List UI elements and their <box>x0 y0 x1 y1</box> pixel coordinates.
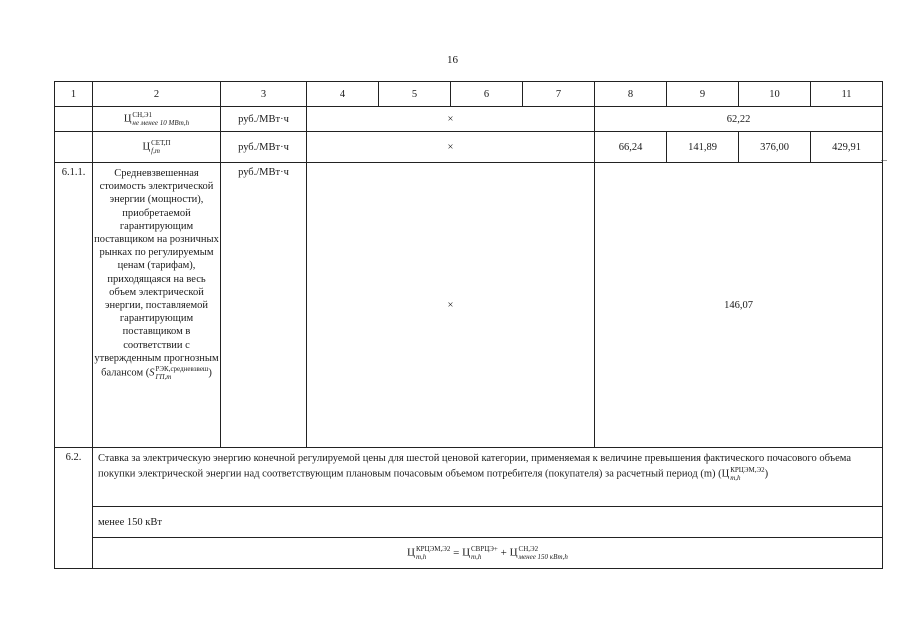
formula-cell <box>93 538 883 569</box>
symbol-cell <box>93 132 221 163</box>
tariff-symbol: (S РЭК,средневзвеш ГП,m ) <box>145 365 212 382</box>
formula-lhs: Ц КРЦЭМ,Э2 m,h <box>407 545 451 561</box>
row-number-cell: 6.1.1. <box>55 163 93 448</box>
col-number-2: 2 <box>93 82 221 107</box>
formula <box>407 547 568 559</box>
col-number-3: 3 <box>221 82 307 107</box>
row-description: Средневзвешенная стоимость электрической энергии (мощности), приобретаемой гарантирующим поставщиком на розничных рынках по регулируемым ценам (тарифам), приходящаяся на весь объем электрической энергии, поставляемой гарантирующим поставщиком в соответствии с утвержденным прогнозным балансом <box>94 168 219 379</box>
value-cell: 146,07 <box>595 163 883 448</box>
symbol-cell <box>93 107 221 132</box>
col-number-9: 9 <box>667 82 739 107</box>
col-number-10: 10 <box>739 82 811 107</box>
col-number-6: 6 <box>451 82 523 107</box>
unit-cell: руб./МВт·ч <box>221 132 307 163</box>
value-cell: 66,24 <box>595 132 667 163</box>
value-cell: 62,22 <box>595 107 883 132</box>
table-row <box>55 507 883 538</box>
row-number-cell <box>55 107 93 132</box>
plus-sign: + <box>500 546 507 559</box>
row-number-cell <box>55 132 93 163</box>
unit-cell: руб./МВт·ч <box>221 163 307 448</box>
tariff-symbol: Ц СН,Э1 не менее 10 МВт,h <box>123 111 190 127</box>
value-cell: 141,89 <box>667 132 739 163</box>
subheading-cell: менее 150 кВт <box>93 507 883 538</box>
value-cell: 429,91 <box>811 132 883 163</box>
cross-cell: × <box>307 132 595 163</box>
page-number: 16 <box>447 54 458 66</box>
column-number-row <box>55 82 883 107</box>
col-number-4: 4 <box>307 82 379 107</box>
row-number-cell: 6.2. <box>55 448 93 569</box>
description-cell <box>93 163 221 448</box>
tariff-symbol: Ц СЕТ,П f,m <box>142 139 171 155</box>
col-number-7: 7 <box>523 82 595 107</box>
tariff-table <box>54 81 883 569</box>
col-number-1: 1 <box>55 82 93 107</box>
formula-term-1: Ц СВРЦЭ+ m,h <box>462 545 498 561</box>
tariff-symbol: (Ц КРЦЭМ,Э2 m,h ) <box>718 466 769 482</box>
col-number-11: 11 <box>811 82 883 107</box>
table-row <box>55 448 883 507</box>
unit-cell: руб./МВт·ч <box>221 107 307 132</box>
equals-sign: = <box>453 546 460 559</box>
col-number-5: 5 <box>379 82 451 107</box>
formula-term-2: Ц СН,Э2 менее 150 кВт,h <box>509 545 568 561</box>
table-row <box>55 163 883 448</box>
table-row <box>55 132 883 163</box>
section-heading-text: Ставка за электрическую энергию конечной регулируемой цены для шестой ценовой категории, применяемая к величине превышения фактического почасового объема покупки электрической энергии над соответствующим плановым почасовым объемом потребителя (покупателя) за расчетный период (m) <box>98 453 851 480</box>
table-row <box>55 107 883 132</box>
table-row <box>55 538 883 569</box>
col-number-8: 8 <box>595 82 667 107</box>
cross-cell: × <box>307 107 595 132</box>
value-cell: 376,00 <box>739 132 811 163</box>
section-heading-cell <box>93 448 883 507</box>
cross-cell: × <box>307 163 595 448</box>
